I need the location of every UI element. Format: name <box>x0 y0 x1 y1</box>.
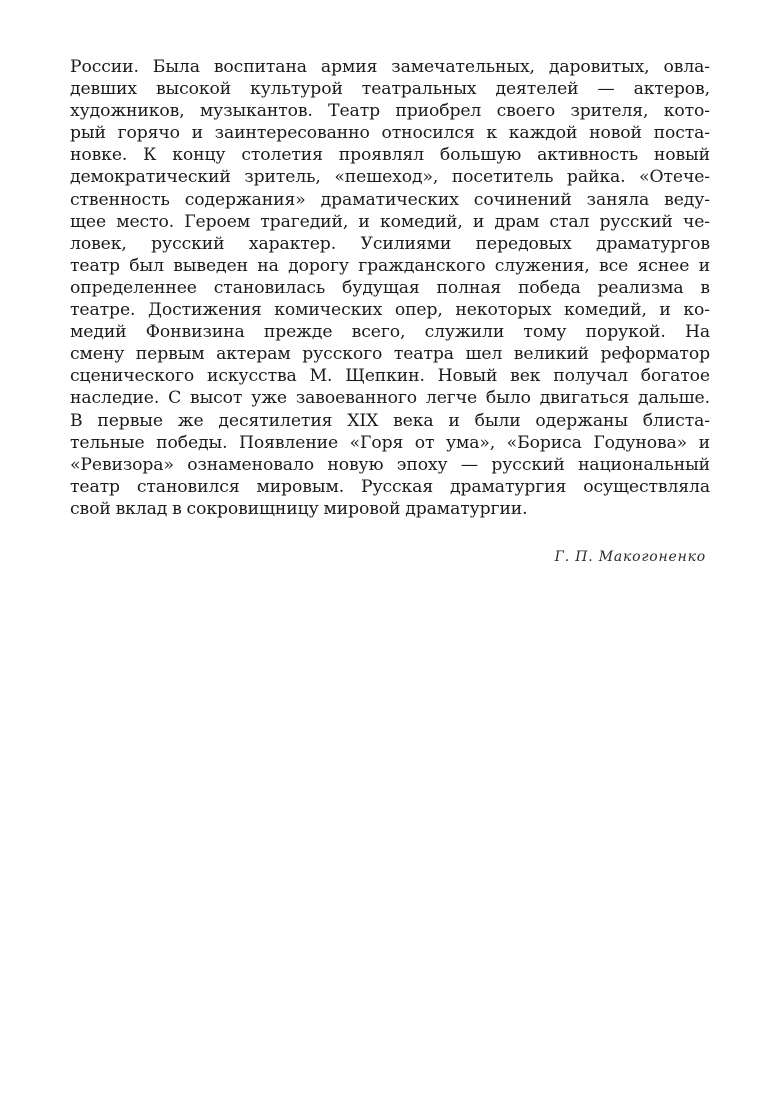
text-line: свой вклад в сокровищницу мировой драматургии. <box>70 498 528 519</box>
text-line: театр становился мировым. Русская драматургия осуществляла <box>70 476 710 497</box>
author-signature: Г. П. Макогоненко <box>554 549 706 565</box>
text-line: России. Была воспитана армия замечательных, даровитых, овла- <box>70 57 710 77</box>
body-text <box>70 56 710 520</box>
page-body <box>70 56 710 520</box>
text-line: смену первым актерам русского театра шел великий реформатор <box>70 344 710 365</box>
text-line: рый горячо и заинтересованно относился к каждой новой поста- <box>70 123 710 144</box>
text-line: сценического искусства М. Щепкин. Новый век получал богатое <box>70 366 710 387</box>
text-line: наследие. С высот уже завоеванного легче было двигаться дальше. <box>70 388 710 409</box>
text-line: новке. К концу столетия проявлял большую активность новый <box>70 145 710 166</box>
text-line: определеннее становилась будущая полная победа реализма в <box>70 277 710 298</box>
text-line: щее место. Героем трагедий, и комедий, и драм стал русский че- <box>70 211 710 232</box>
text-line: «Ревизора» ознаменовало новую эпоху — русский национальный <box>70 454 710 475</box>
text-line: ственность содержания» драматических сочинений заняла веду- <box>70 189 710 210</box>
text-line: ловек, русский характер. Усилиями передовых драматургов <box>70 233 710 254</box>
text-line: демократический зритель, «пешеход», посетитель райка. «Отече- <box>70 167 710 188</box>
text-line: медий Фонвизина прежде всего, служили тому порукой. На <box>70 322 710 343</box>
text-line: тельные победы. Появление «Горя от ума», «Бориса Годунова» и <box>70 432 710 453</box>
text-line: театре. Достижения комических опер, некоторых комедий, и ко- <box>70 300 710 321</box>
text-line: В первые же десятилетия XIX века и были одержаны блиста- <box>70 410 710 431</box>
text-line: театр был выведен на дорогу гражданского служения, все яснее и <box>70 255 710 276</box>
text-line: художников, музыкантов. Театр приобрел своего зрителя, кото- <box>70 101 710 122</box>
text-line: девших высокой культурой театральных деятелей — актеров, <box>70 79 710 100</box>
